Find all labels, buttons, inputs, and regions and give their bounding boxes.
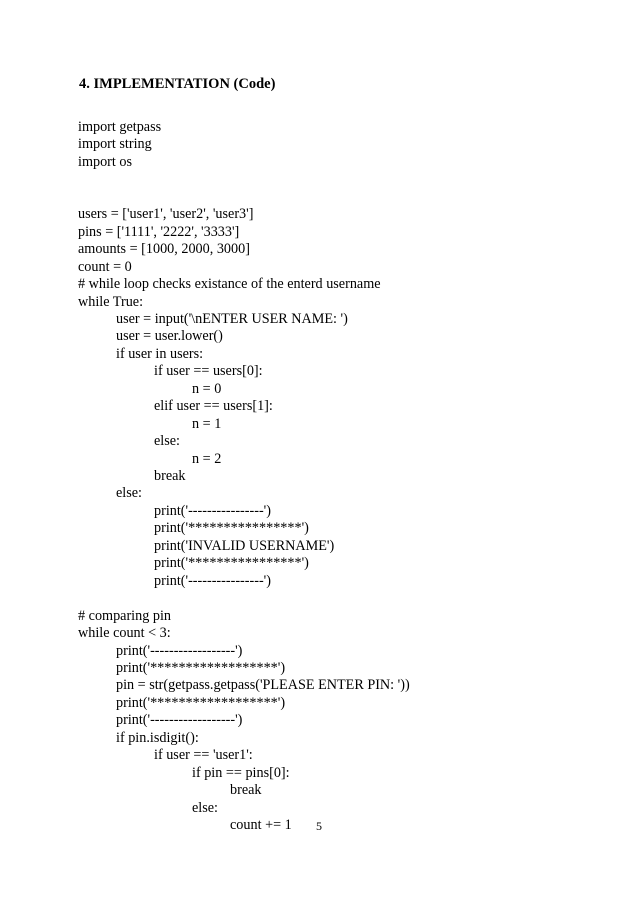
code-line: if user == users[0]: xyxy=(154,363,263,380)
code-line: print('------------------') xyxy=(116,712,243,729)
page-number: 5 xyxy=(316,819,322,833)
code-line: print('INVALID USERNAME') xyxy=(154,537,335,554)
code-line: print('****************') xyxy=(154,520,309,537)
code-line: if user == 'user1': xyxy=(154,747,253,764)
code-line: if pin == pins[0]: xyxy=(192,764,290,781)
code-line: while True: xyxy=(78,293,144,310)
code-line: else: xyxy=(116,485,142,502)
code-line: pins = ['1111', '2222', '3333'] xyxy=(78,223,240,240)
code-line: # comparing pin xyxy=(78,607,171,624)
code-line: import os xyxy=(78,153,132,170)
code-line: n = 2 xyxy=(192,450,222,467)
code-line: break xyxy=(154,468,186,484)
code-line: user = user.lower() xyxy=(116,328,223,345)
code-line: count = 0 xyxy=(78,258,132,275)
code-line: amounts = [1000, 2000, 3000] xyxy=(78,241,250,258)
code-line: import string xyxy=(78,136,152,153)
code-line: n = 1 xyxy=(192,415,222,432)
code-line: break xyxy=(230,782,262,799)
code-line: else: xyxy=(192,799,218,816)
code-line: print('----------------') xyxy=(154,572,271,589)
code-line: print('------------------') xyxy=(116,642,243,659)
code-line: while count < 3: xyxy=(78,625,171,642)
code-line: user = input('\nENTER USER NAME: ') xyxy=(116,310,348,327)
code-line: elif user == users[1]: xyxy=(154,398,273,415)
code-line: if pin.isdigit(): xyxy=(116,729,199,746)
code-line: pin = str(getpass.getpass('PLEASE ENTER PIN: ')) xyxy=(116,677,410,694)
code-line: print('----------------') xyxy=(154,502,271,519)
code-line: print('******************') xyxy=(116,694,286,711)
code-line: import getpass xyxy=(78,119,162,135)
code-line: n = 0 xyxy=(192,380,222,397)
code-line: else: xyxy=(154,433,180,450)
code-line: # while loop checks existance of the enterd username xyxy=(78,276,381,293)
code-line: print('******************') xyxy=(116,659,286,676)
code-line: count += 1 xyxy=(230,817,292,833)
code-line: print('****************') xyxy=(154,555,309,572)
code-line: if user in users: xyxy=(116,345,204,362)
section-heading: 4. IMPLEMENTATION (Code) xyxy=(79,76,276,92)
code-line: users = ['user1', 'user2', 'user3'] xyxy=(78,206,254,223)
